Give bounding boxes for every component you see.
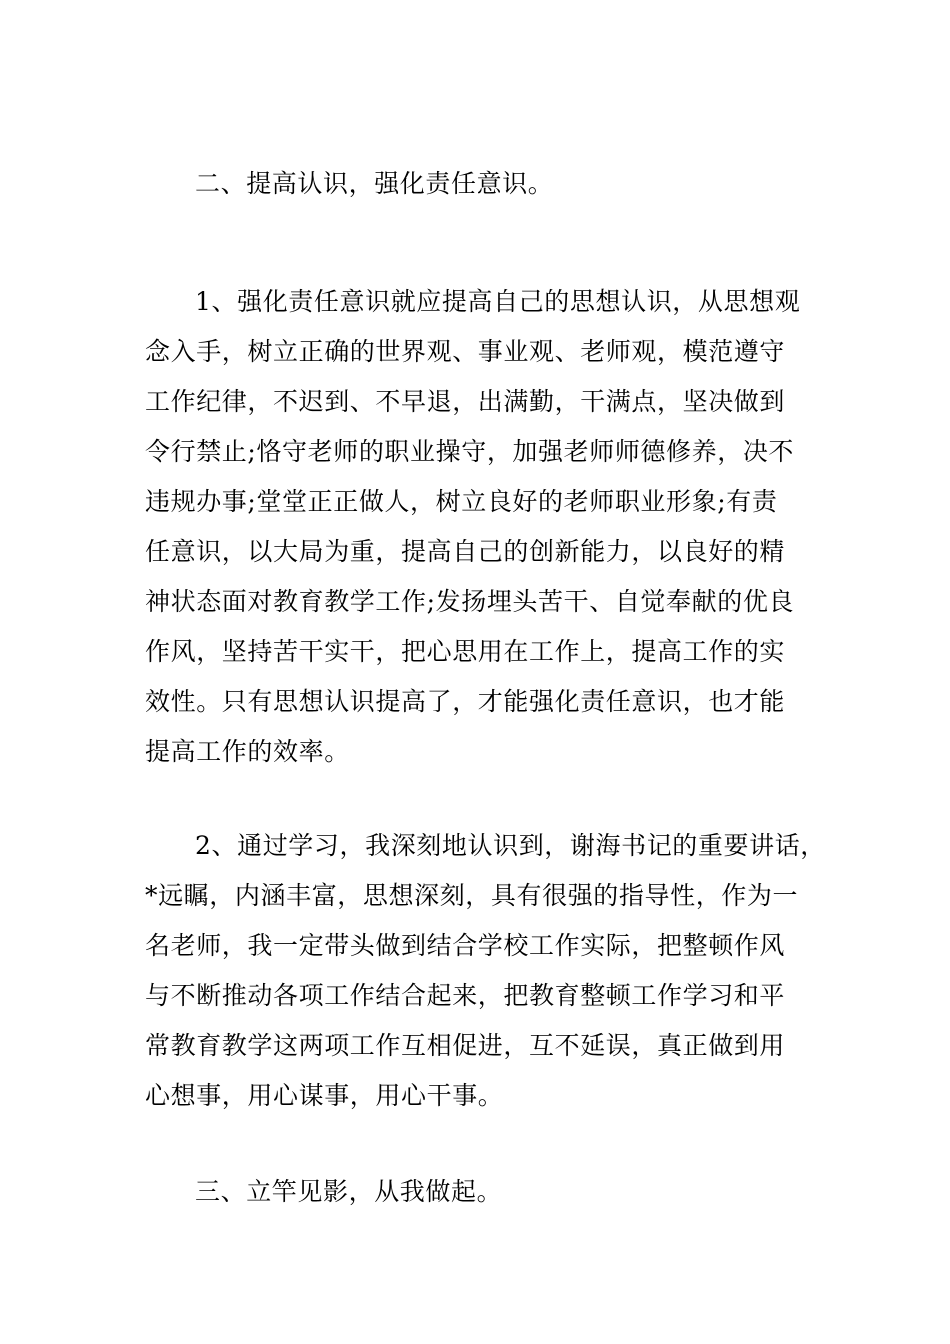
- paragraph-line: 常教育教学这两项工作互相促进，互不延误，真正做到用: [145, 1031, 786, 1060]
- paragraph-line: 工作纪律，不迟到、不早退，出满勤，干满点，坚决做到: [145, 387, 786, 416]
- paragraph-line: 令行禁止;恪守老师的职业操守，加强老师师德修养，决不: [145, 437, 795, 466]
- paragraph-line: *远瞩，内涵丰富，思想深刻，具有很强的指导性，作为一: [145, 881, 799, 910]
- paragraph-line: 心想事，用心谋事，用心干事。: [145, 1081, 504, 1110]
- paragraph-line: 2、通过学习，我深刻地认识到，谢海书记的重要讲话，: [195, 831, 826, 860]
- paragraph-line: 神状态面对教育教学工作;发扬埋头苦干、自觉奉献的优良: [145, 587, 795, 616]
- paragraph-line: 与不断推动各项工作结合起来，把教育整顿工作学习和平: [145, 981, 786, 1010]
- paragraph-line: 名老师，我一定带头做到结合学校工作实际，把整顿作风: [145, 931, 786, 960]
- paragraph-line: 作风，坚持苦干实干，把心思用在工作上，提高工作的实: [145, 637, 786, 666]
- paragraph-line: 违规办事;堂堂正正做人，树立良好的老师职业形象;有责: [145, 487, 778, 516]
- paragraph-line: 提高工作的效率。: [145, 737, 350, 766]
- paragraph-line: 1、强化责任意识就应提高自己的思想认识，从思想观: [195, 287, 801, 316]
- paragraph-line: 念入手，树立正确的世界观、事业观、老师观，模范遵守: [145, 337, 786, 366]
- paragraph-line: 效性。只有思想认识提高了，才能强化责任意识，也才能: [145, 687, 786, 716]
- section-heading-2: 二、提高认识，强化责任意识。: [195, 169, 554, 198]
- paragraph-line: 任意识，以大局为重，提高自己的创新能力，以良好的精: [145, 537, 786, 566]
- section-heading-3: 三、立竿见影，从我做起。: [195, 1177, 503, 1206]
